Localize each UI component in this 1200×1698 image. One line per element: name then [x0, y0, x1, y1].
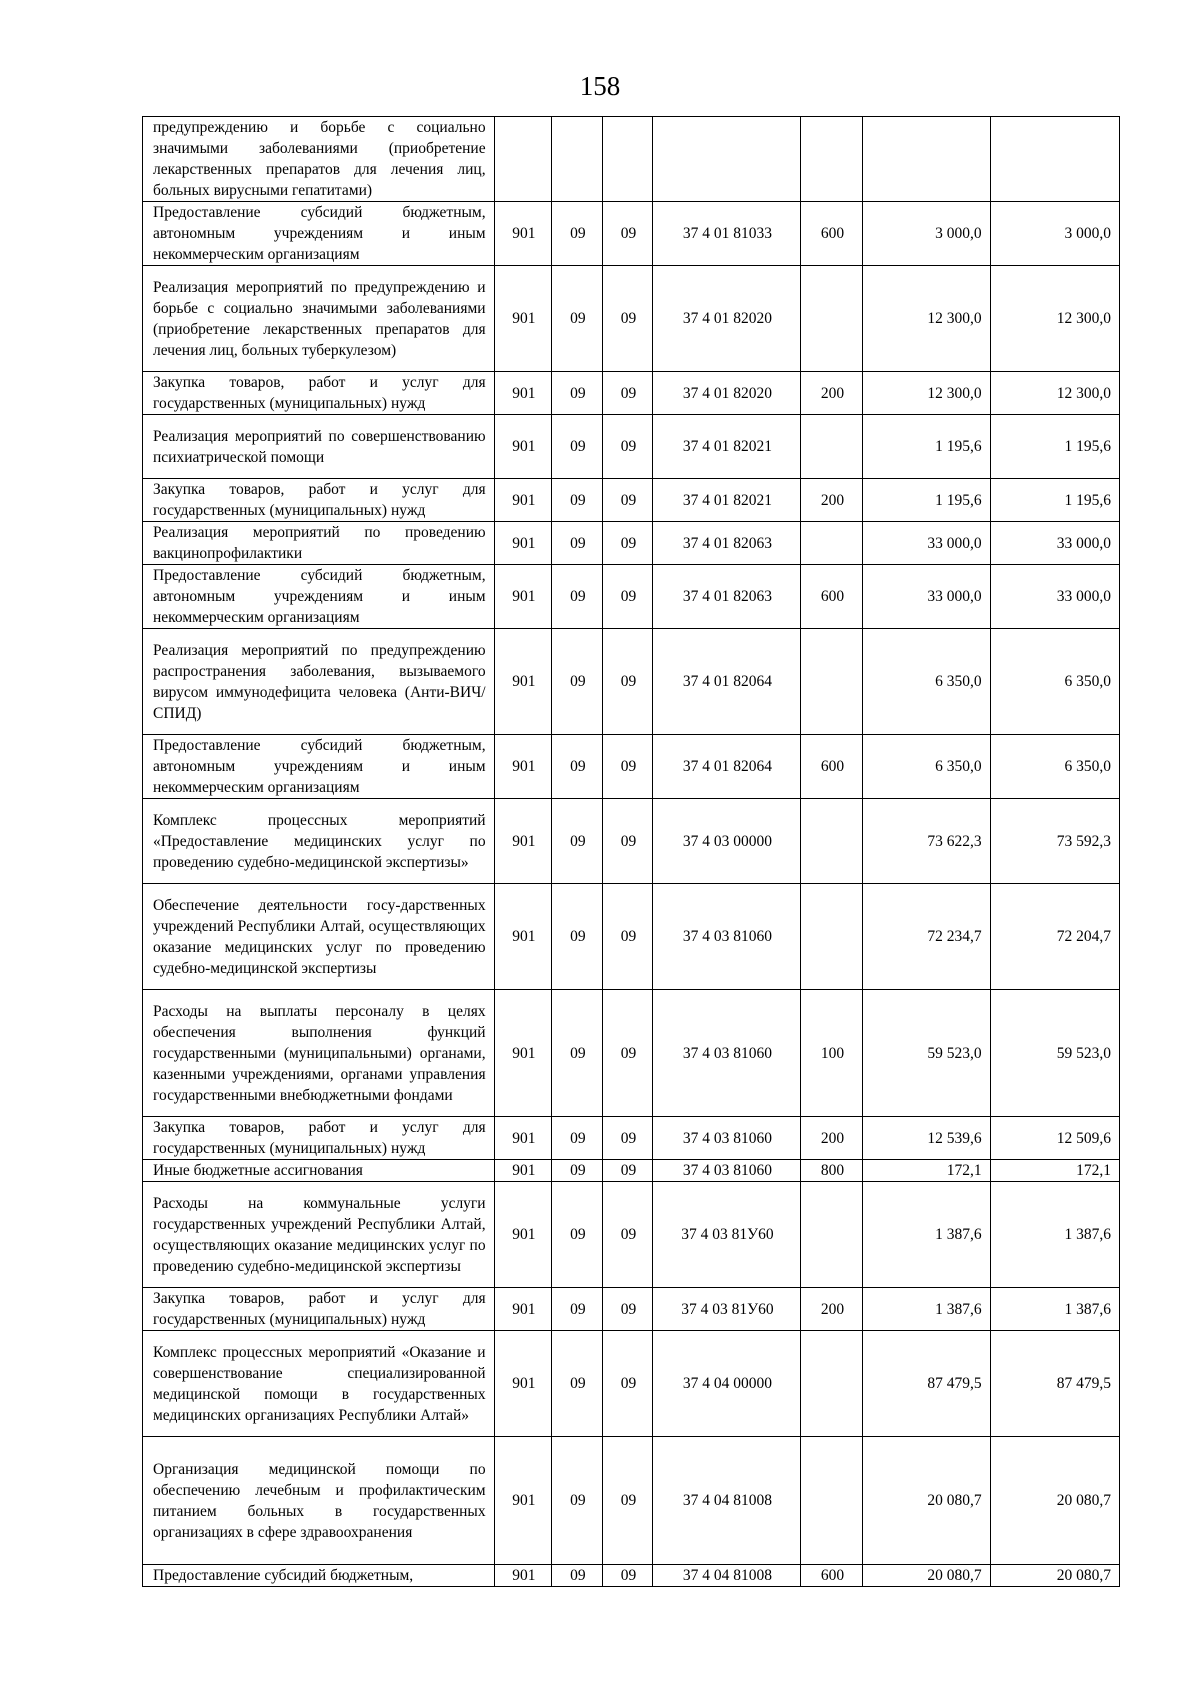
department-code: 901	[494, 990, 552, 1117]
subsection-code: 09	[602, 1160, 653, 1182]
amount-year-2: 59 523,0	[990, 990, 1119, 1117]
row-description: Обеспечение деятельности госу-дарственных учреждений Республики Алтай, осуществляющих оказание медицинских услуг по проведению судебно-медицинской экспертизы	[143, 884, 495, 990]
amount-year-1: 1 195,6	[863, 479, 990, 522]
amount-year-2: 12 300,0	[990, 372, 1119, 415]
row-description: Реализация мероприятий по предупреждению и борьбе с социально значимыми заболеваниями (приобретение лекарственных препаратов для лечения лиц, больных туберкулезом)	[143, 266, 495, 372]
subsection-code: 09	[602, 1437, 653, 1565]
row-description: Реализация мероприятий по проведению вакцинопрофилактики	[143, 522, 495, 565]
target-article-code: 37 4 01 81033	[653, 202, 801, 266]
target-article-code: 37 4 01 82064	[653, 735, 801, 799]
subsection-code: 09	[602, 884, 653, 990]
amount-year-2	[990, 117, 1119, 202]
department-code: 901	[494, 415, 552, 479]
expense-type-code	[800, 117, 863, 202]
expense-type-code: 600	[800, 1565, 863, 1587]
department-code: 901	[494, 1117, 552, 1160]
subsection-code: 09	[602, 565, 653, 629]
amount-year-1: 172,1	[863, 1160, 990, 1182]
amount-year-2: 1 387,6	[990, 1182, 1119, 1288]
subsection-code: 09	[602, 479, 653, 522]
row-description: Закупка товаров, работ и услуг для государственных (муниципальных) нужд	[143, 1288, 495, 1331]
table-row	[143, 565, 1120, 629]
target-article-code: 37 4 03 81060	[653, 1117, 801, 1160]
amount-year-2: 3 000,0	[990, 202, 1119, 266]
expense-type-code: 200	[800, 1288, 863, 1331]
department-code: 901	[494, 1437, 552, 1565]
section-code: 09	[552, 1182, 603, 1288]
amount-year-2: 33 000,0	[990, 565, 1119, 629]
amount-year-1: 1 195,6	[863, 415, 990, 479]
department-code: 901	[494, 884, 552, 990]
department-code: 901	[494, 629, 552, 735]
amount-year-2: 12 509,6	[990, 1117, 1119, 1160]
target-article-code: 37 4 03 81У60	[653, 1182, 801, 1288]
target-article-code: 37 4 01 82021	[653, 415, 801, 479]
amount-year-1: 59 523,0	[863, 990, 990, 1117]
expense-type-code: 800	[800, 1160, 863, 1182]
table-row	[143, 415, 1120, 479]
amount-year-2: 20 080,7	[990, 1565, 1119, 1587]
section-code: 09	[552, 1565, 603, 1587]
amount-year-1: 20 080,7	[863, 1437, 990, 1565]
amount-year-2: 12 300,0	[990, 266, 1119, 372]
table-row	[143, 1331, 1120, 1437]
section-code: 09	[552, 735, 603, 799]
subsection-code: 09	[602, 1565, 653, 1587]
table-row	[143, 799, 1120, 884]
amount-year-1: 33 000,0	[863, 565, 990, 629]
department-code: 901	[494, 479, 552, 522]
amount-year-1: 12 300,0	[863, 266, 990, 372]
target-article-code: 37 4 04 00000	[653, 1331, 801, 1437]
row-description: Предоставление субсидий бюджетным, автономным учреждениям и иным некоммерческим организациям	[143, 202, 495, 266]
row-description: Предоставление субсидий бюджетным,	[143, 1565, 495, 1587]
amount-year-1: 73 622,3	[863, 799, 990, 884]
row-description: Организация медицинской помощи по обеспечению лечебным и профилактическим питанием больных в государственных организациях в сфере здравоохранения	[143, 1437, 495, 1565]
amount-year-1: 3 000,0	[863, 202, 990, 266]
section-code: 09	[552, 479, 603, 522]
expense-type-code: 200	[800, 372, 863, 415]
target-article-code: 37 4 01 82063	[653, 522, 801, 565]
row-description: Комплекс процессных мероприятий «Предоставление медицинских услуг по проведению судебно-медицинской экспертизы»	[143, 799, 495, 884]
row-description: Реализация мероприятий по совершенствованию психиатрической помощи	[143, 415, 495, 479]
expense-type-code: 600	[800, 202, 863, 266]
amount-year-1: 6 350,0	[863, 735, 990, 799]
subsection-code: 09	[602, 1288, 653, 1331]
row-description: Закупка товаров, работ и услуг для государственных (муниципальных) нужд	[143, 479, 495, 522]
table-row	[143, 266, 1120, 372]
row-description: Иные бюджетные ассигнования	[143, 1160, 495, 1182]
department-code: 901	[494, 1160, 552, 1182]
target-article-code: 37 4 03 00000	[653, 799, 801, 884]
expense-type-code	[800, 1331, 863, 1437]
row-description: предупреждению и борьбе с социально значимыми заболеваниями (приобретение лекарственных препаратов для лечения лиц, больных вирусными гепатитами)	[143, 117, 495, 202]
expense-type-code	[800, 884, 863, 990]
amount-year-1: 33 000,0	[863, 522, 990, 565]
expense-type-code: 600	[800, 735, 863, 799]
department-code: 901	[494, 266, 552, 372]
table-row	[143, 479, 1120, 522]
expense-type-code	[800, 266, 863, 372]
target-article-code	[653, 117, 801, 202]
row-description: Предоставление субсидий бюджетным, автономным учреждениям и иным некоммерческим организациям	[143, 565, 495, 629]
amount-year-1: 20 080,7	[863, 1565, 990, 1587]
amount-year-2: 1 195,6	[990, 415, 1119, 479]
amount-year-2: 1 387,6	[990, 1288, 1119, 1331]
table-row	[143, 735, 1120, 799]
table-row	[143, 522, 1120, 565]
row-description: Закупка товаров, работ и услуг для государственных (муниципальных) нужд	[143, 1117, 495, 1160]
expense-type-code	[800, 415, 863, 479]
section-code: 09	[552, 522, 603, 565]
row-description: Расходы на коммунальные услуги государственных учреждений Республики Алтай, осуществляющих оказание медицинских услуг по проведению судебно-медицинской экспертизы	[143, 1182, 495, 1288]
budget-table	[142, 116, 1120, 1587]
subsection-code: 09	[602, 1117, 653, 1160]
expense-type-code	[800, 522, 863, 565]
department-code	[494, 117, 552, 202]
section-code: 09	[552, 1288, 603, 1331]
subsection-code: 09	[602, 372, 653, 415]
department-code: 901	[494, 565, 552, 629]
target-article-code: 37 4 01 82020	[653, 266, 801, 372]
target-article-code: 37 4 03 81У60	[653, 1288, 801, 1331]
amount-year-1: 6 350,0	[863, 629, 990, 735]
table-row	[143, 1117, 1120, 1160]
target-article-code: 37 4 04 81008	[653, 1437, 801, 1565]
expense-type-code: 200	[800, 1117, 863, 1160]
subsection-code: 09	[602, 735, 653, 799]
subsection-code: 09	[602, 1182, 653, 1288]
department-code: 901	[494, 1565, 552, 1587]
row-description: Реализация мероприятий по предупреждению распространения заболевания, вызываемого вирусом иммунодефицита человека (Анти-ВИЧ/СПИД)	[143, 629, 495, 735]
table-row	[143, 629, 1120, 735]
table-row	[143, 1437, 1120, 1565]
department-code: 901	[494, 522, 552, 565]
subsection-code: 09	[602, 799, 653, 884]
subsection-code: 09	[602, 522, 653, 565]
table-row	[143, 1288, 1120, 1331]
section-code: 09	[552, 1437, 603, 1565]
section-code: 09	[552, 202, 603, 266]
subsection-code: 09	[602, 202, 653, 266]
section-code: 09	[552, 1117, 603, 1160]
subsection-code: 09	[602, 1331, 653, 1437]
amount-year-2: 172,1	[990, 1160, 1119, 1182]
expense-type-code: 600	[800, 565, 863, 629]
section-code: 09	[552, 629, 603, 735]
department-code: 901	[494, 372, 552, 415]
amount-year-1: 1 387,6	[863, 1288, 990, 1331]
target-article-code: 37 4 01 82020	[653, 372, 801, 415]
amount-year-1: 12 539,6	[863, 1117, 990, 1160]
amount-year-2: 72 204,7	[990, 884, 1119, 990]
subsection-code	[602, 117, 653, 202]
row-description: Закупка товаров, работ и услуг для государственных (муниципальных) нужд	[143, 372, 495, 415]
section-code: 09	[552, 415, 603, 479]
expense-type-code: 200	[800, 479, 863, 522]
amount-year-2: 73 592,3	[990, 799, 1119, 884]
amount-year-2: 6 350,0	[990, 629, 1119, 735]
target-article-code: 37 4 03 81060	[653, 884, 801, 990]
section-code: 09	[552, 884, 603, 990]
page-number: 158	[579, 71, 621, 101]
subsection-code: 09	[602, 415, 653, 479]
amount-year-1: 87 479,5	[863, 1331, 990, 1437]
section-code: 09	[552, 799, 603, 884]
subsection-code: 09	[602, 266, 653, 372]
target-article-code: 37 4 01 82064	[653, 629, 801, 735]
amount-year-2: 1 195,6	[990, 479, 1119, 522]
section-code: 09	[552, 266, 603, 372]
table-row	[143, 884, 1120, 990]
amount-year-1	[863, 117, 990, 202]
target-article-code: 37 4 03 81060	[653, 1160, 801, 1182]
amount-year-2: 33 000,0	[990, 522, 1119, 565]
table-row	[143, 1565, 1120, 1587]
target-article-code: 37 4 04 81008	[653, 1565, 801, 1587]
expense-type-code: 100	[800, 990, 863, 1117]
expense-type-code	[800, 1182, 863, 1288]
row-description: Предоставление субсидий бюджетным, автономным учреждениям и иным некоммерческим организациям	[143, 735, 495, 799]
table-row	[143, 1160, 1120, 1182]
subsection-code: 09	[602, 629, 653, 735]
section-code: 09	[552, 990, 603, 1117]
amount-year-2: 20 080,7	[990, 1437, 1119, 1565]
department-code: 901	[494, 1331, 552, 1437]
department-code: 901	[494, 735, 552, 799]
department-code: 901	[494, 1182, 552, 1288]
target-article-code: 37 4 01 82021	[653, 479, 801, 522]
table-row	[143, 372, 1120, 415]
amount-year-1: 1 387,6	[863, 1182, 990, 1288]
section-code: 09	[552, 565, 603, 629]
section-code: 09	[552, 1331, 603, 1437]
target-article-code: 37 4 01 82063	[653, 565, 801, 629]
table-row	[143, 202, 1120, 266]
expense-type-code	[800, 799, 863, 884]
section-code	[552, 117, 603, 202]
expense-type-code	[800, 1437, 863, 1565]
target-article-code: 37 4 03 81060	[653, 990, 801, 1117]
department-code: 901	[494, 202, 552, 266]
table-row	[143, 117, 1120, 202]
subsection-code: 09	[602, 990, 653, 1117]
amount-year-2: 87 479,5	[990, 1331, 1119, 1437]
table-row	[143, 1182, 1120, 1288]
table-row	[143, 990, 1120, 1117]
row-description: Расходы на выплаты персоналу в целях обеспечения выполнения функций государственными (муниципальными) органами, казенными учреждениями, органами управления государственными внебюджетными фондами	[143, 990, 495, 1117]
amount-year-1: 72 234,7	[863, 884, 990, 990]
expense-type-code	[800, 629, 863, 735]
section-code: 09	[552, 372, 603, 415]
section-code: 09	[552, 1160, 603, 1182]
department-code: 901	[494, 1288, 552, 1331]
row-description: Комплекс процессных мероприятий «Оказание и совершенствование специализированной медицинской помощи в государственных медицинских организациях Республики Алтай»	[143, 1331, 495, 1437]
amount-year-1: 12 300,0	[863, 372, 990, 415]
department-code: 901	[494, 799, 552, 884]
amount-year-2: 6 350,0	[990, 735, 1119, 799]
